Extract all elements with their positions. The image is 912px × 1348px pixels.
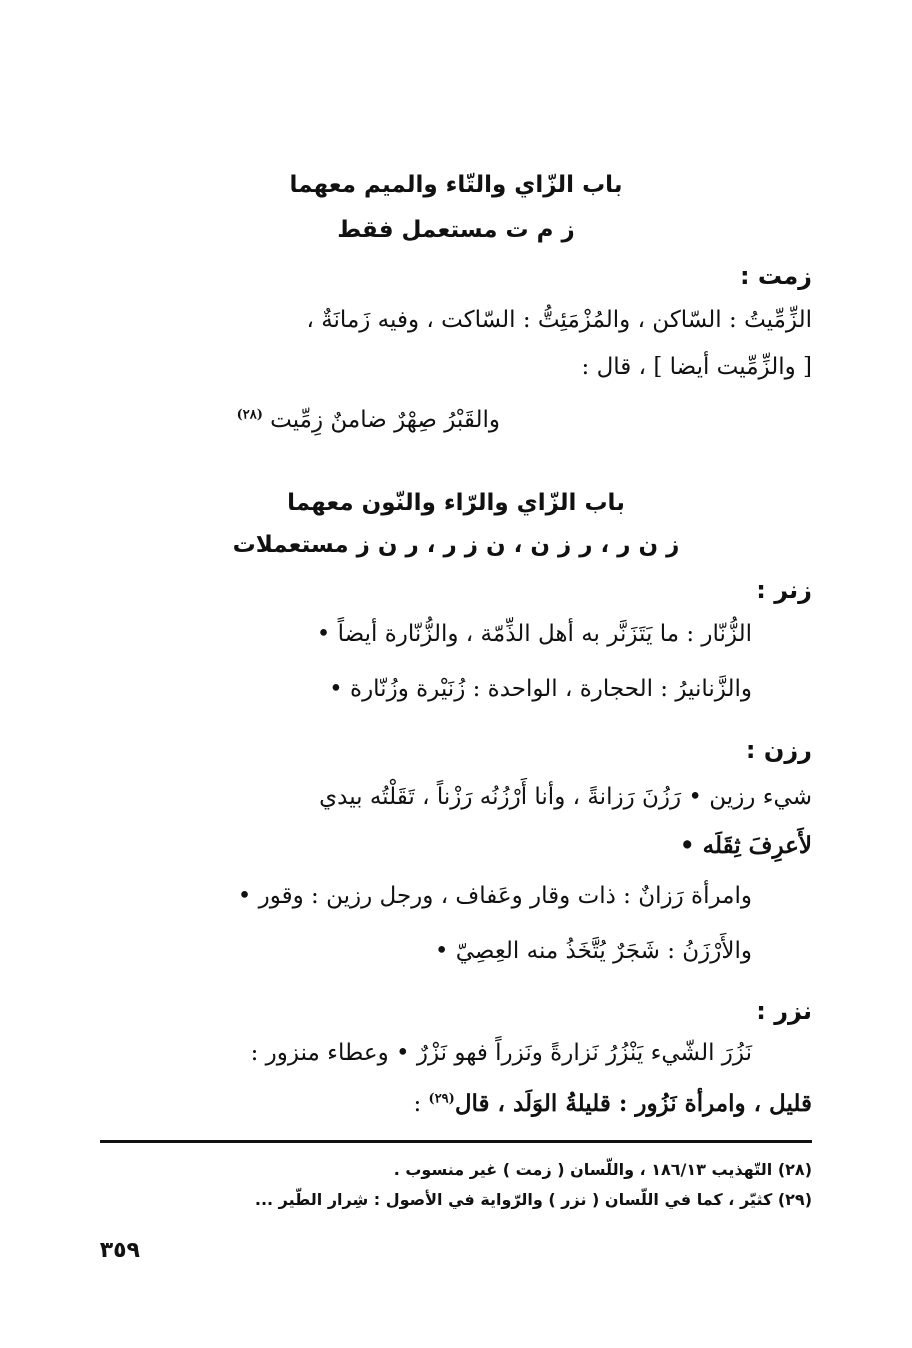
text-line: لأَعرِفَ ثِقَلَه • bbox=[679, 832, 812, 859]
entry-title-zmt: زمت : bbox=[739, 262, 812, 290]
section1-subheading: ز م ت مستعمل فقط bbox=[337, 217, 575, 243]
text-segment: : bbox=[413, 1091, 422, 1117]
text-line: والأَرْزَنُ : شَجَرٌ يُتَّخَذُ منه العِصِيّ • bbox=[434, 938, 752, 964]
entry-title-nzr: نزر : bbox=[756, 997, 812, 1025]
footnote-29: (٢٩) كثيّر ، كما في اللّسان ( نزر ) والرّواية في الأصول : شِرار الطّير ... bbox=[254, 1190, 812, 1209]
verse-text: والقَبْرُ صِهْرٌ ضامنٌ زِمِّيت bbox=[270, 407, 500, 433]
text-line: والزَّنانيرُ : الحجارة ، الواحدة : زُنَيْرة وزُنّارة • bbox=[329, 676, 752, 702]
entry-title-znr: زنر : bbox=[756, 576, 812, 604]
footnote-divider bbox=[100, 1140, 812, 1143]
text-line: الزُّنّار : ما يَتَزَنَّر به أهل الذِّمّة ، والزُّنّارة أيضاً • bbox=[316, 621, 752, 647]
footnote-ref-28: (٢٨) bbox=[236, 407, 263, 423]
text-segment: قليل ، وامرأة نَزُور : قليلةُ الوَلَد ، قال bbox=[454, 1090, 812, 1117]
text-line: نَزُرَ الشّيء يَنْزُرُ نَزارةً ونَزراً فهو نَزْرٌ • وعطاء منزور : bbox=[250, 1040, 752, 1066]
verse-line bbox=[237, 407, 500, 433]
entry-title-rzn: رزن : bbox=[745, 736, 812, 764]
text-line: [ والزِّمِّيت أيضا ] ، قال : bbox=[581, 354, 812, 380]
text-line bbox=[413, 1090, 812, 1117]
section2-heading: باب الزّاي والرّاء والنّون معهما bbox=[287, 490, 625, 516]
section1-heading: باب الزّاي والتّاء والميم معهما bbox=[289, 172, 623, 198]
footnote-ref-29: (٢٩) bbox=[428, 1091, 455, 1107]
text-line: شيء رزين • رَزُنَ رَزانةً ، وأنا أَرْزُنُه رَزْناً ، تَقَلْتُه بيدي bbox=[319, 784, 812, 810]
text-line: الزِّمِّيتُ : السّاكن ، والمُزْمَئِتُّ : السّاكت ، وفيه زَمانَةٌ ، bbox=[306, 307, 812, 333]
text-line: وامرأة رَزانٌ : ذات وقار وعَفاف ، ورجل رزين : وقور • bbox=[237, 883, 752, 909]
footnote-28: (٢٨) التّهذيب ١٨٦/١٣ ، واللّسان ( زمت ) غير منسوب . bbox=[393, 1160, 812, 1179]
page-number: ٣٥٩ bbox=[99, 1238, 140, 1263]
section2-subheading: ز ن ر ، ر ز ن ، ن ز ر ، ر ن ز مستعملات bbox=[232, 532, 680, 558]
